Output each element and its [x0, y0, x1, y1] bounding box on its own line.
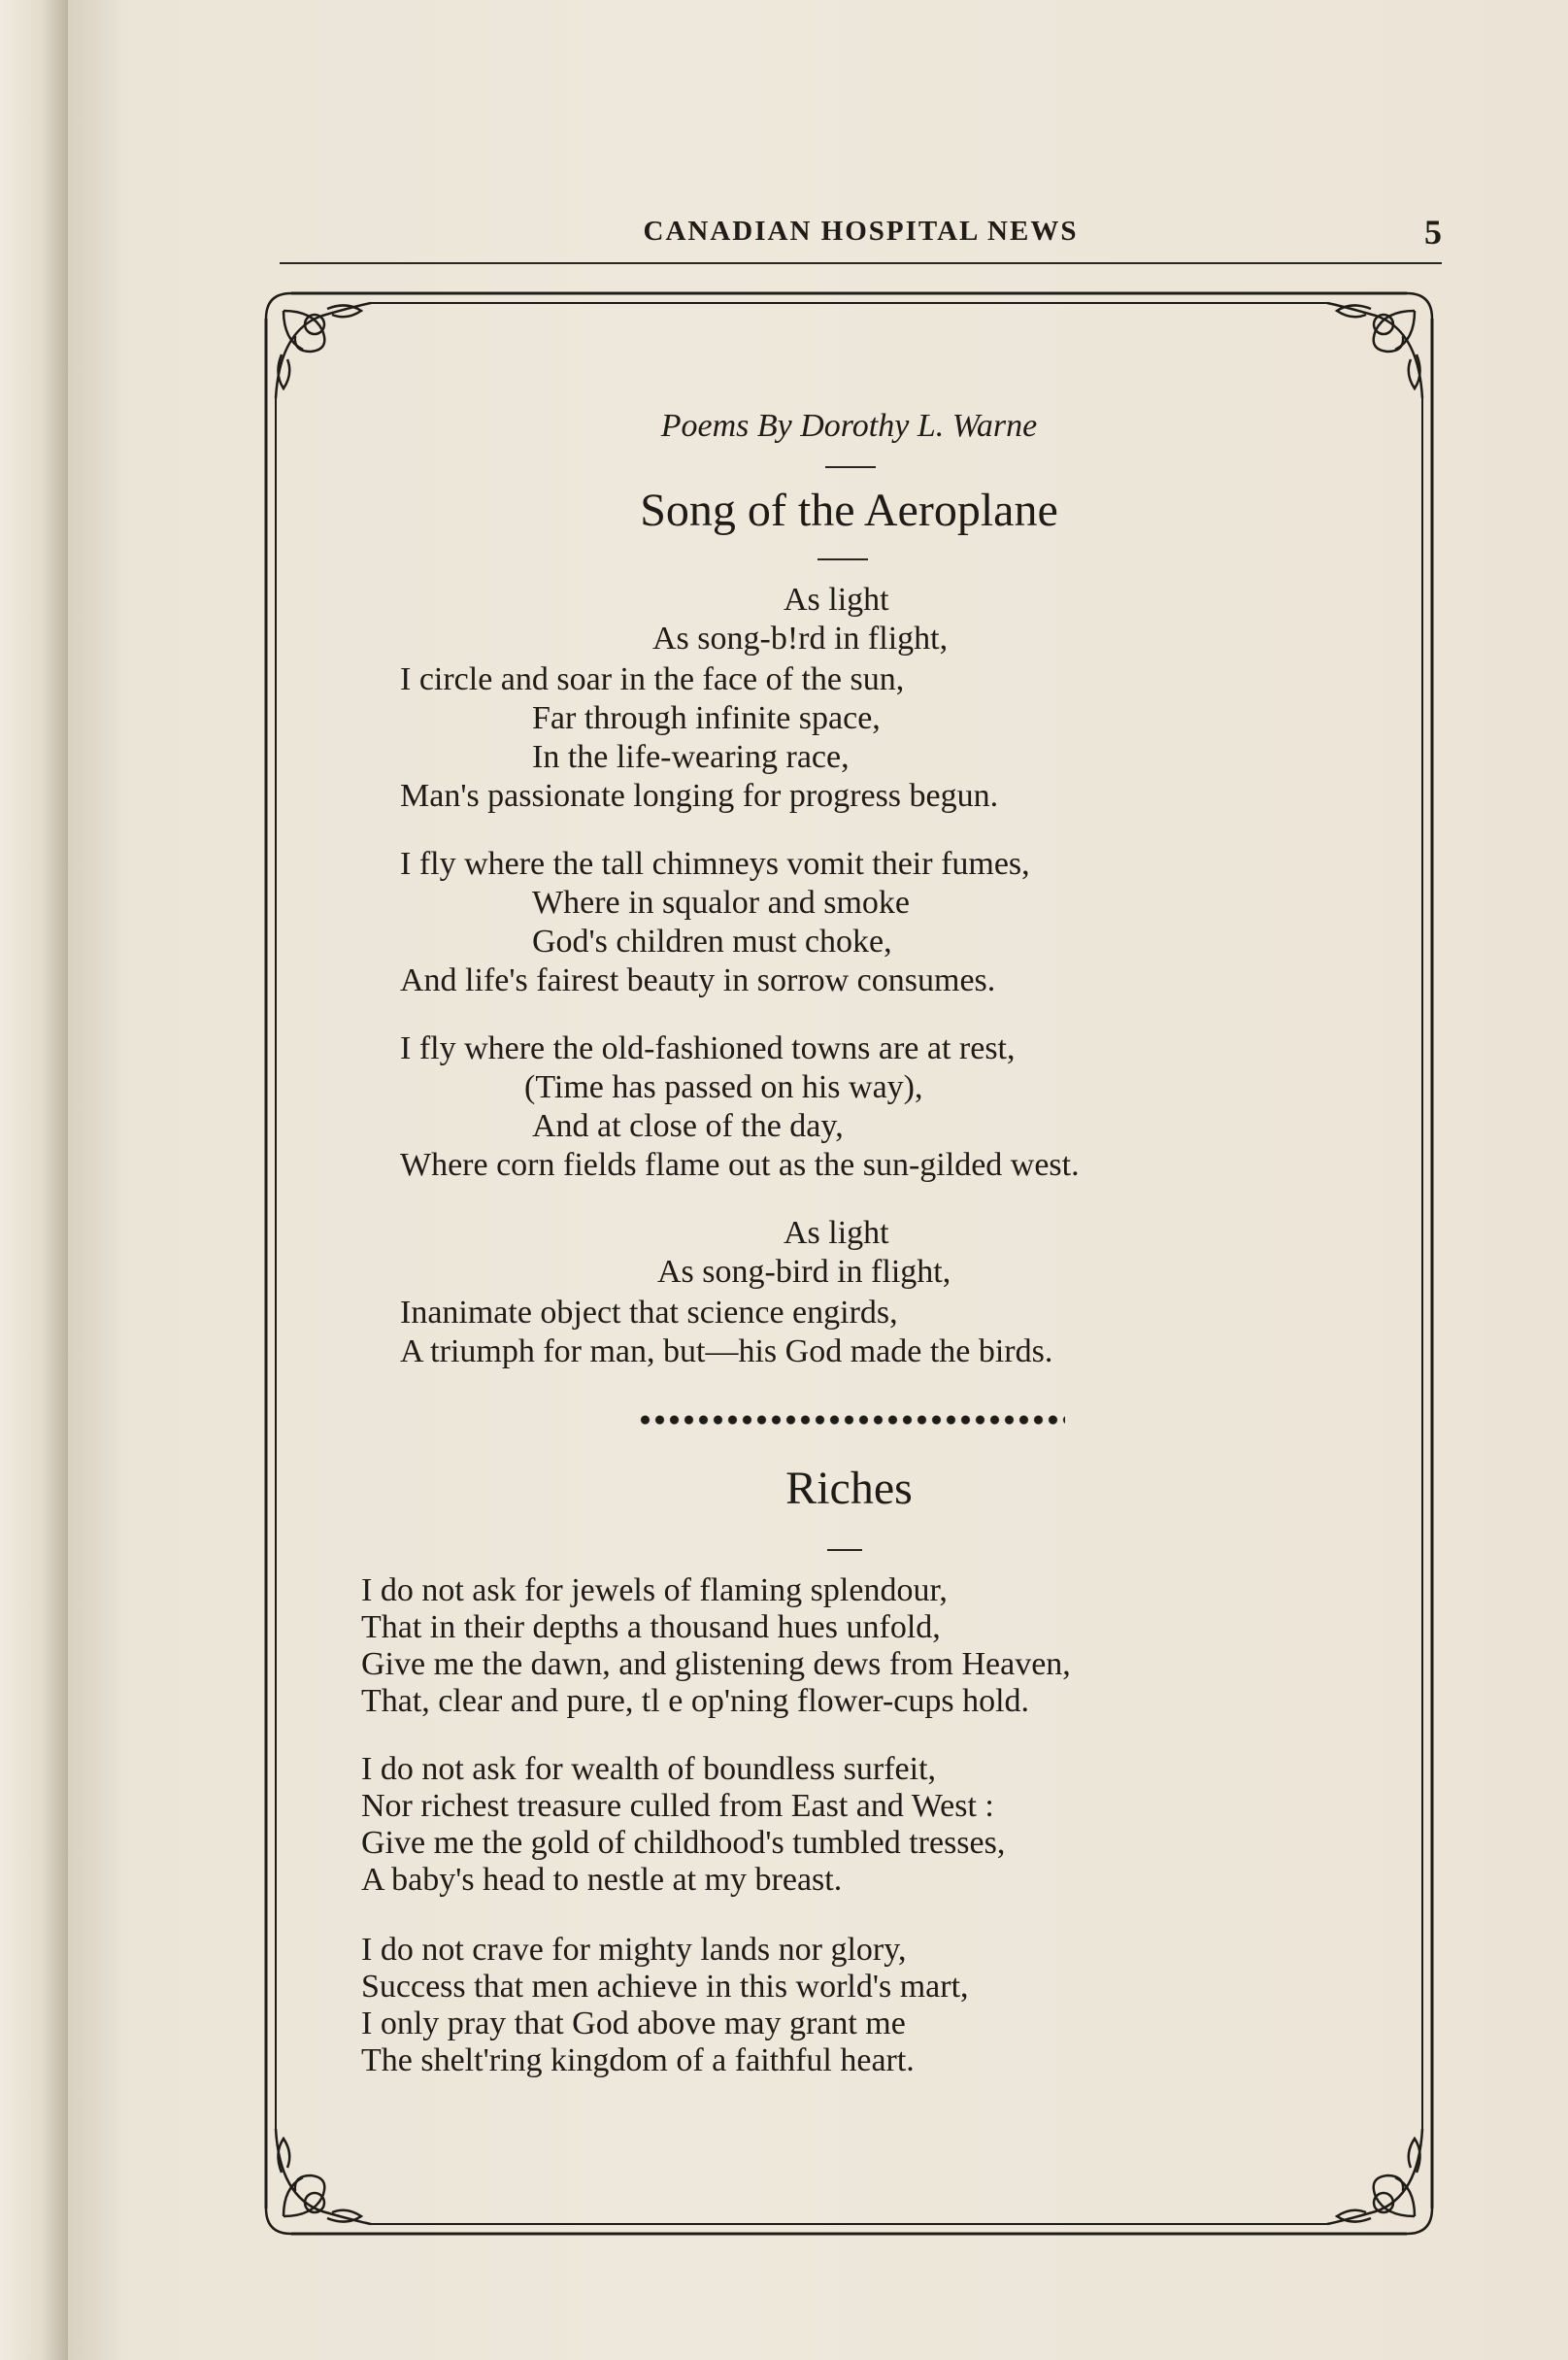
- poem-line: Give me the gold of childhood's tumbled tresses,: [361, 1825, 1006, 1861]
- poem-line: That in their depths a thousand hues unfold,: [361, 1609, 941, 1645]
- poem-line: I circle and soar in the face of the sun,: [400, 661, 905, 697]
- poem-line: Where corn fields flame out as the sun-gilded west.: [400, 1147, 1080, 1183]
- poem-line: Man's passionate longing for progress begun.: [400, 778, 999, 814]
- dot-separator: [638, 1413, 1065, 1427]
- poem-line: As light: [784, 582, 889, 618]
- poem-line: Where in squalor and smoke: [532, 885, 910, 921]
- poem-line: As song-b!rd in flight,: [652, 621, 949, 657]
- riches-title-rule: [827, 1549, 862, 1551]
- poem-line: I fly where the tall chimneys vomit their fumes,: [400, 846, 1030, 882]
- binding-gutter: [0, 0, 68, 2360]
- poem-line: (Time has passed on his way),: [524, 1069, 923, 1105]
- poems-content: [254, 282, 1444, 2245]
- header-rule: [280, 262, 1442, 264]
- poem-title-riches: Riches: [785, 1463, 913, 1514]
- poem-line: Success that men achieve in this world's mart,: [361, 1969, 969, 2005]
- poem-line: I fly where the old-fashioned towns are at rest,: [400, 1030, 1016, 1066]
- poem-line: A baby's head to nestle at my breast.: [361, 1862, 843, 1898]
- poem-title-aeroplane: Song of the Aeroplane: [640, 485, 1058, 536]
- poem-line: I only pray that God above may grant me: [361, 2006, 906, 2041]
- running-header: [280, 213, 1442, 260]
- poem-line: In the life-wearing race,: [532, 739, 850, 775]
- poem-line: Far through infinite space,: [532, 700, 881, 736]
- poem-line: That, clear and pure, tl e op'ning flower-cups hold.: [361, 1683, 1030, 1719]
- title-rule-bottom: [817, 558, 868, 560]
- title-rule-top: [825, 466, 876, 468]
- poem-line: As song-bird in flight,: [657, 1254, 951, 1290]
- poem-line: As light: [784, 1215, 889, 1251]
- poem-line: I do not crave for mighty lands nor glory,: [361, 1932, 907, 1968]
- running-title: CANADIAN HOSPITAL NEWS: [643, 216, 1079, 247]
- poem-line: I do not ask for jewels of flaming splendour,: [361, 1572, 948, 1608]
- poem-line: God's children must choke,: [532, 924, 892, 960]
- poem-line: I do not ask for wealth of boundless surfeit,: [361, 1751, 937, 1787]
- byline: Poems By Dorothy L. Warne: [660, 408, 1038, 444]
- poem-line: The shelt'ring kingdom of a faithful heart.: [361, 2042, 915, 2078]
- poem-line: Inanimate object that science engirds,: [400, 1295, 898, 1331]
- poem-line: Give me the dawn, and glistening dews from Heaven,: [361, 1646, 1071, 1682]
- poem-line: Nor richest treasure culled from East and West :: [361, 1788, 994, 1824]
- poem-line: And at close of the day,: [532, 1108, 844, 1144]
- page-number: 5: [1424, 213, 1442, 252]
- poem-line: A triumph for man, but—his God made the birds.: [400, 1333, 1053, 1369]
- poem-line: And life's fairest beauty in sorrow consumes.: [400, 962, 996, 998]
